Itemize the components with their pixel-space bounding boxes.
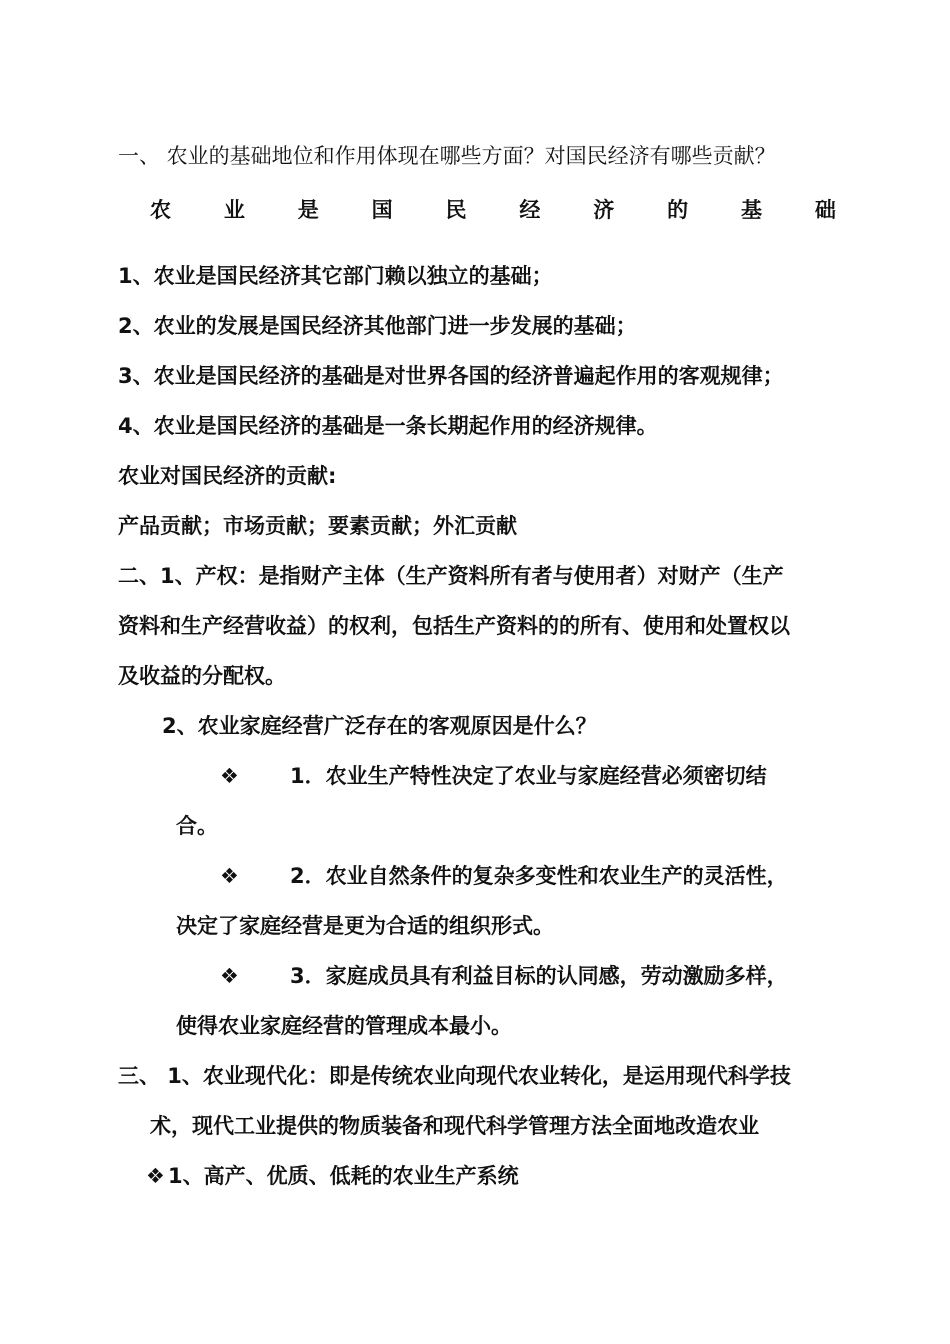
diamond-bullet-icon: ❖ xyxy=(146,1164,165,1188)
family-farming-question: 2、农业家庭经营广泛存在的客观原因是什么？ xyxy=(162,714,597,738)
property-rights-definition-line-1: 二、1、产权：是指财产主体（生产资料所有者与使用者）对财产（生产 xyxy=(118,564,784,588)
foundation-point-3: 3、农业是国民经济的基础是对世界各国的经济普遍起作用的客观规律； xyxy=(118,364,784,388)
spread-char: 经 xyxy=(519,198,541,222)
foundation-point-4: 4、农业是国民经济的基础是一条长期起作用的经济规律。 xyxy=(118,414,658,438)
modernization-point-text: 1、高产、优质、低耗的农业生产系统 xyxy=(168,1164,519,1188)
spread-char: 济 xyxy=(593,198,615,222)
reason-2-text: 2．农业自然条件的复杂多变性和农业生产的灵活性， xyxy=(290,864,788,888)
reason-1-text: 1．农业生产特性决定了农业与家庭经营必须密切结 xyxy=(290,764,767,788)
reason-2-line xyxy=(220,861,788,891)
modernization-definition-line-1: 三、 1、农业现代化：即是传统农业向现代农业转化，是运用现代科学技 xyxy=(118,1064,791,1088)
reason-3-line xyxy=(220,961,788,991)
diamond-bullet-icon: ❖ xyxy=(220,964,239,988)
contribution-heading: 农业对国民经济的贡献: xyxy=(118,464,337,488)
reason-2-continuation: 决定了家庭经营是更为合适的组织形式。 xyxy=(176,914,554,938)
reason-3-text: 3．家庭成员具有利益目标的认同感，劳动激励多样， xyxy=(290,964,788,988)
spread-char: 基 xyxy=(741,198,762,222)
spread-char: 础 xyxy=(814,198,836,222)
foundation-spread-line xyxy=(150,195,836,225)
reason-3-continuation: 使得农业家庭经营的管理成本最小。 xyxy=(176,1014,512,1038)
spread-char: 的 xyxy=(667,198,689,222)
diamond-bullet-icon: ❖ xyxy=(220,864,239,888)
spread-char: 是 xyxy=(297,198,319,222)
modernization-point-1 xyxy=(146,1161,519,1191)
reason-1-line xyxy=(220,761,767,791)
spread-char: 业 xyxy=(223,198,245,222)
spread-char: 国 xyxy=(371,198,393,222)
spread-char: 民 xyxy=(445,198,467,222)
modernization-definition-line-2: 术，现代工业提供的物质装备和现代科学管理方法全面地改造农业 xyxy=(150,1114,759,1138)
reason-1-continuation: 合。 xyxy=(176,814,218,838)
contribution-list: 产品贡献；市场贡献；要素贡献；外汇贡献 xyxy=(118,514,517,538)
section-1-heading: 一、 农业的基础地位和作用体现在哪些方面？对国民经济有哪些贡献？ xyxy=(118,144,776,168)
property-rights-definition-line-2: 资料和生产经营收益）的权利，包括生产资料的的所有、使用和处置权以 xyxy=(118,614,790,638)
spread-char: 农 xyxy=(150,198,171,222)
diamond-bullet-icon: ❖ xyxy=(220,764,239,788)
foundation-point-1: 1、农业是国民经济其它部门赖以独立的基础； xyxy=(118,264,553,288)
foundation-point-2: 2、农业的发展是国民经济其他部门进一步发展的基础； xyxy=(118,314,637,338)
property-rights-definition-line-3: 及收益的分配权。 xyxy=(118,664,286,688)
